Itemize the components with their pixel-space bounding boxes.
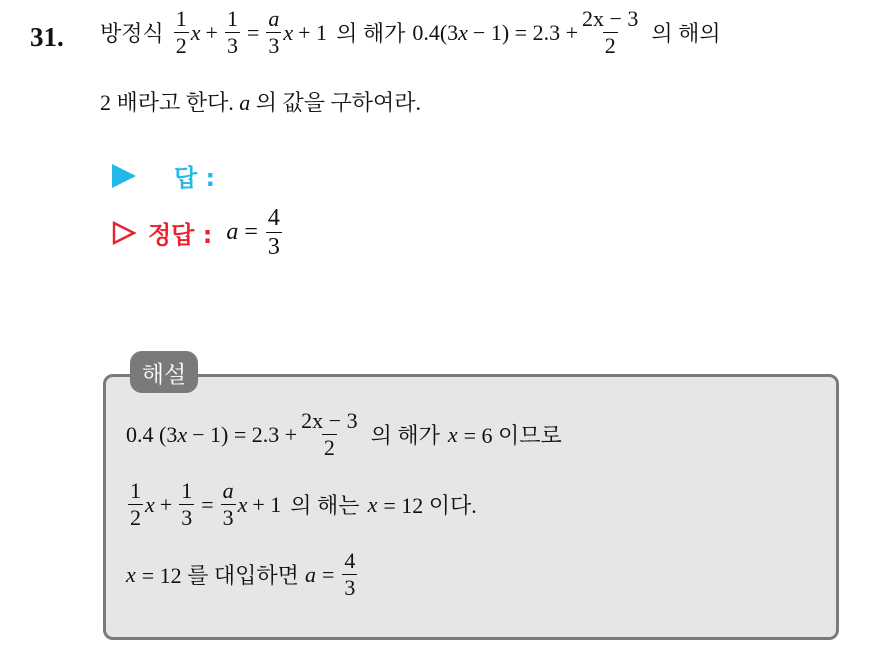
solution-line-3: x = 12 를 대입하면 a = $\frac{4}{3}$	[126, 548, 356, 600]
fraction-2x-minus-3-over-2: $\frac{2x - 3}{2}$	[581, 6, 639, 58]
filled-right-triangle-icon	[112, 164, 136, 188]
question-intro-text: 방정식	[100, 21, 164, 46]
question-line-2: 2 배라고 한다. a 의 값을 구하여라.	[100, 90, 422, 115]
question-number: 31.	[30, 22, 64, 52]
fraction-one-third: $\frac{1}{3}$	[181, 478, 193, 530]
answer-label: 답 :	[174, 164, 216, 192]
fraction-one-half: $\frac{1}{2}$	[175, 6, 187, 58]
fraction-a-over-3: $\frac{a}{3}$	[268, 6, 280, 58]
correct-answer-label: 정답 :	[148, 221, 213, 249]
question-line-1: 방정식 $\frac{1}{2}$ x + $\frac{1}{3}$ = $\frac{a}{3}$ x + 1 의 해가 0.4(3 x − 1) = 2.3 + $\frac{2x - 3}{2}$ 의 해의	[100, 6, 721, 58]
question-mid-text: 의 해가	[336, 21, 406, 46]
solution-fraction-4-over-3: $\frac{4}{3}$	[344, 548, 356, 600]
fraction-2x-minus-3-over-2: $\frac{2x - 3}{2}$	[301, 408, 358, 460]
solution-line-1: 0.4 (3 x − 1) = 2.3 + $\frac{2x - 3}{2}$ 의 해가 x = 6 이므로	[126, 408, 562, 460]
solution-tab: 해설	[130, 351, 198, 393]
fraction-a-over-3: $\frac{a}{3}$	[222, 478, 234, 530]
outlined-right-triangle-icon	[112, 221, 136, 245]
correct-answer-fraction: $\frac{4}{3}$	[267, 205, 280, 260]
fraction-one-half: $\frac{1}{2}$	[130, 478, 141, 530]
question-end-text: 의 해의	[651, 21, 721, 46]
fraction-one-third: $\frac{1}{3}$	[226, 6, 238, 58]
correct-answer-row: 정답 : a = $\frac{4}{3}$	[112, 206, 284, 259]
solution-line-2: $\frac{1}{2}$ x + $\frac{1}{3}$ = $\frac{a}{3}$ x + 1 의 해는 x = 12 이다.	[130, 478, 477, 530]
answer-row	[112, 158, 215, 193]
